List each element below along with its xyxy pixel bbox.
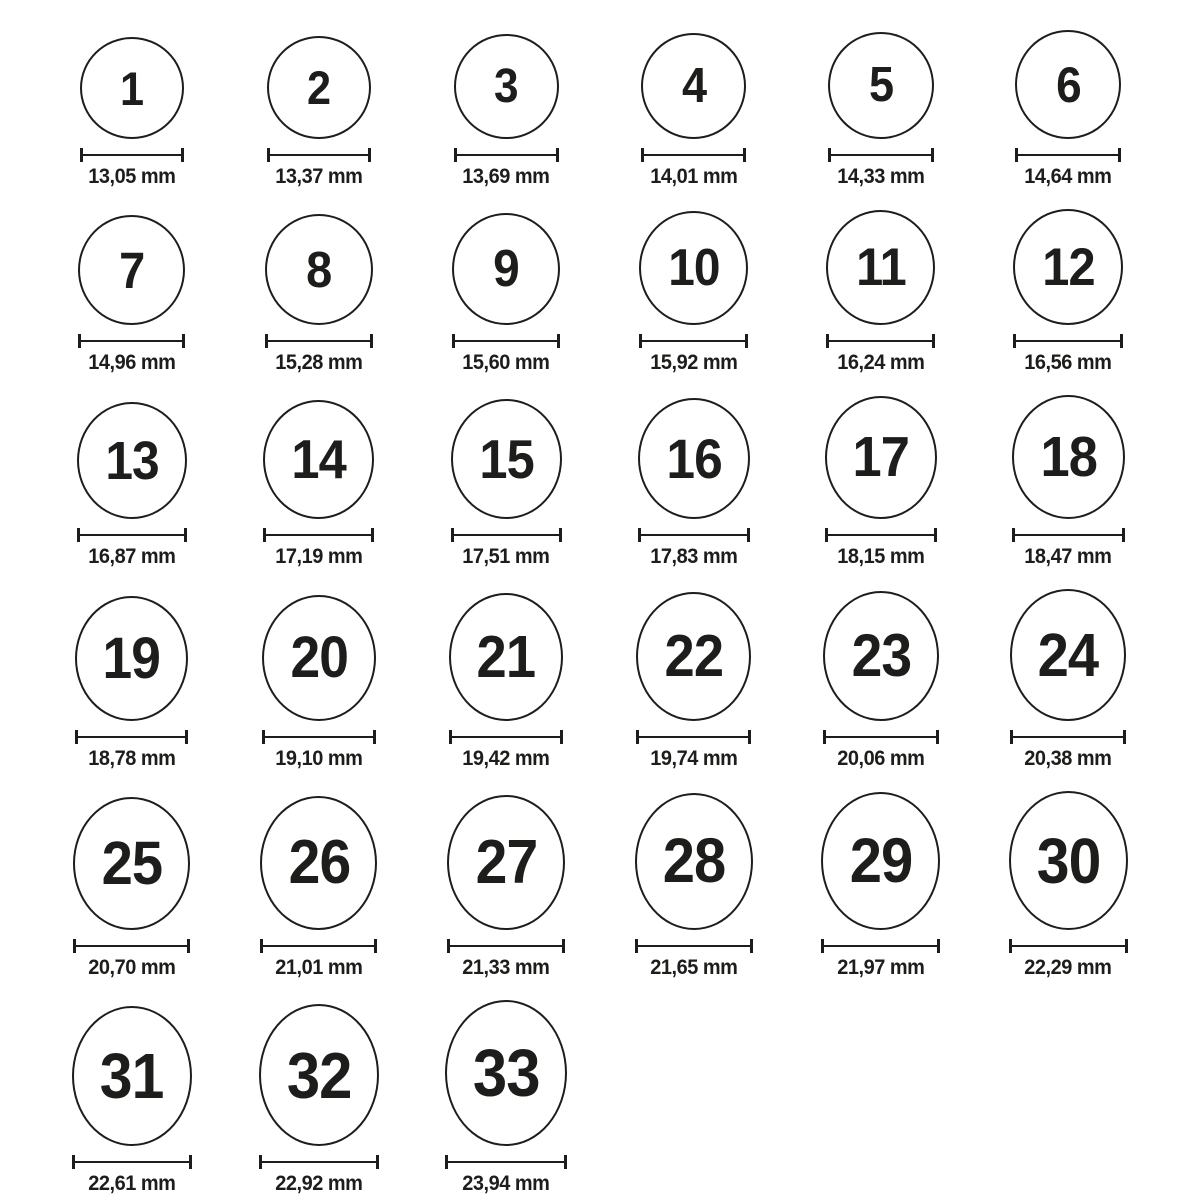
ring-size-cell [445,1000,567,1196]
diameter-label: 15,92 mm [650,351,738,374]
diameter-measure-line [826,334,935,348]
ring-size-cell [825,396,937,569]
ring-circle [454,34,559,139]
diameter-measure-line [267,148,371,162]
ring-size-cell [447,795,565,980]
diameter-label: 20,06 mm [837,747,925,770]
ring-size-cell [1009,791,1128,980]
diameter-label: 18,78 mm [88,747,176,770]
diameter-measure-line [1010,730,1126,744]
ring-circle [263,400,374,519]
ring-size-number: 32 [286,1038,352,1112]
diameter-label: 18,15 mm [837,545,925,568]
ring-size-cell [454,34,559,189]
ring-size-number: 21 [477,623,536,690]
diameter-measure-line [449,730,563,744]
ring-size-cell [73,797,190,980]
diameter-measure-line [72,1155,192,1169]
ring-circle [80,37,184,139]
diameter-measure-line [78,334,185,348]
ring-circle [75,596,188,721]
ring-circle [265,214,373,325]
diameter-measure-line [265,334,373,348]
ring-size-cell [265,214,373,375]
ring-size-cell [821,792,940,980]
ring-size-cell [259,1004,379,1196]
ring-circle [73,797,190,930]
diameter-measure-line [259,1155,379,1169]
diameter-label: 16,56 mm [1024,351,1112,374]
diameter-label: 14,96 mm [88,351,176,374]
ring-circle [452,213,560,325]
ring-size-cell [452,213,560,375]
diameter-label: 13,37 mm [275,165,363,188]
ring-size-cell [451,399,562,569]
ring-circle [445,1000,567,1146]
ring-size-cell [826,210,935,375]
diameter-measure-line [635,939,753,953]
diameter-measure-line [1009,939,1128,953]
ring-circle [78,215,185,325]
ring-size-cell [262,595,376,771]
diameter-measure-line [445,1155,567,1169]
diameter-measure-line [636,730,751,744]
diameter-label: 21,01 mm [275,956,363,979]
diameter-label: 19,10 mm [275,747,363,770]
diameter-measure-line [1015,148,1121,162]
diameter-measure-line [75,730,188,744]
ring-size-number: 7 [119,241,145,299]
diameter-label: 22,29 mm [1024,956,1112,979]
ring-size-number: 12 [1042,237,1095,297]
diameter-label: 13,05 mm [88,165,176,188]
ring-size-cell [828,32,934,189]
diameter-measure-line [452,334,560,348]
diameter-label: 14,33 mm [837,165,925,188]
ring-circle [267,36,371,139]
diameter-label: 15,60 mm [462,351,550,374]
ring-size-number: 9 [493,240,520,298]
ring-circle [260,796,377,930]
diameter-measure-line [263,528,374,542]
ring-size-cell [77,402,187,569]
ring-size-number: 13 [104,430,159,491]
diameter-measure-line [451,528,562,542]
ring-circle [449,593,563,721]
ring-size-number: 6 [1055,56,1081,113]
ring-size-number: 11 [856,238,906,297]
diameter-label: 17,19 mm [275,545,363,568]
ring-size-number: 24 [1038,620,1099,689]
ring-size-number: 22 [664,623,723,689]
diameter-label: 21,33 mm [462,956,550,979]
diameter-label: 16,87 mm [88,545,176,568]
ring-size-number: 23 [851,622,911,689]
ring-size-cell [263,400,374,569]
diameter-label: 13,69 mm [462,165,550,188]
ring-size-number: 30 [1036,824,1101,897]
ring-size-number: 25 [101,829,162,897]
ring-circle [638,398,750,519]
ring-circle [635,793,753,930]
diameter-measure-line [260,939,377,953]
ring-size-number: 4 [681,58,706,113]
ring-size-number: 17 [852,425,910,489]
ring-circle [826,210,935,325]
diameter-label: 23,94 mm [462,1172,550,1195]
diameter-measure-line [77,528,187,542]
ring-size-number: 28 [662,826,725,896]
ring-size-cell [641,33,746,189]
ring-circle [262,595,376,721]
ring-size-cell [75,596,188,771]
ring-size-number: 27 [475,827,538,897]
diameter-label: 20,38 mm [1024,747,1112,770]
diameter-label: 17,51 mm [462,545,550,568]
ring-size-cell [636,592,751,771]
diameter-label: 22,92 mm [275,1172,363,1195]
ring-size-cell [635,793,753,980]
ring-size-number: 3 [494,59,519,113]
diameter-label: 21,97 mm [837,956,925,979]
diameter-measure-line [80,148,184,162]
ring-circle [1015,30,1121,139]
ring-circle [1010,589,1126,721]
ring-size-number: 18 [1040,424,1097,489]
diameter-label: 14,01 mm [650,165,738,188]
diameter-measure-line [821,939,940,953]
ring-size-number: 20 [290,625,348,690]
diameter-measure-line [262,730,376,744]
ring-size-number: 8 [306,241,332,298]
diameter-measure-line [1012,528,1125,542]
ring-size-cell [639,211,748,375]
ring-size-number: 15 [479,427,534,490]
diameter-measure-line [823,730,939,744]
ring-size-cell [823,591,939,771]
diameter-label: 16,24 mm [837,351,925,374]
ring-circle [639,211,748,325]
ring-size-number: 5 [868,58,894,112]
ring-circle [1012,395,1125,519]
ring-circle [641,33,746,139]
ring-size-grid [38,30,1162,1196]
ring-circle [451,399,562,519]
diameter-measure-line [638,528,750,542]
diameter-label: 19,42 mm [462,747,550,770]
ring-size-cell [260,796,377,980]
ring-circle [636,592,751,721]
ring-size-number: 31 [99,1040,164,1112]
ring-size-cell [449,593,563,771]
diameter-label: 19,74 mm [650,747,738,770]
ring-size-number: 33 [472,1035,540,1111]
ring-circle [1013,209,1123,325]
ring-size-number: 26 [288,828,350,897]
ring-size-number: 1 [120,61,144,115]
ring-size-cell [1015,30,1121,189]
ring-circle [1009,791,1128,930]
ring-size-number: 19 [102,625,161,691]
ring-size-cell [1010,589,1126,771]
diameter-measure-line [447,939,565,953]
ring-size-number: 29 [849,825,913,896]
ring-size-number: 16 [665,426,722,490]
ring-size-cell [1013,209,1123,375]
diameter-label: 22,61 mm [88,1172,176,1195]
ring-size-cell [78,215,185,375]
diameter-measure-line [73,939,190,953]
diameter-measure-line [828,148,934,162]
diameter-label: 15,28 mm [275,351,363,374]
diameter-label: 17,83 mm [650,545,738,568]
ring-circle [447,795,565,930]
ring-circle [821,792,940,930]
diameter-label: 21,65 mm [650,956,738,979]
diameter-measure-line [641,148,746,162]
ring-size-cell [638,398,750,569]
diameter-label: 14,64 mm [1024,165,1112,188]
diameter-label: 20,70 mm [88,956,176,979]
ring-circle [823,591,939,721]
diameter-measure-line [1013,334,1123,348]
ring-size-cell [267,36,371,189]
ring-circle [825,396,937,519]
ring-circle [259,1004,379,1146]
ring-size-number: 2 [307,61,331,114]
diameter-measure-line [639,334,748,348]
diameter-measure-line [454,148,559,162]
ring-circle [72,1006,192,1146]
ring-size-cell [72,1006,192,1196]
ring-size-cell [80,37,184,189]
ring-circle [828,32,934,139]
ring-circle [77,402,187,519]
ring-size-cell [1012,395,1125,569]
ring-size-number: 14 [291,428,347,490]
diameter-label: 18,47 mm [1024,545,1112,568]
diameter-measure-line [825,528,937,542]
ring-size-number: 10 [667,239,720,297]
